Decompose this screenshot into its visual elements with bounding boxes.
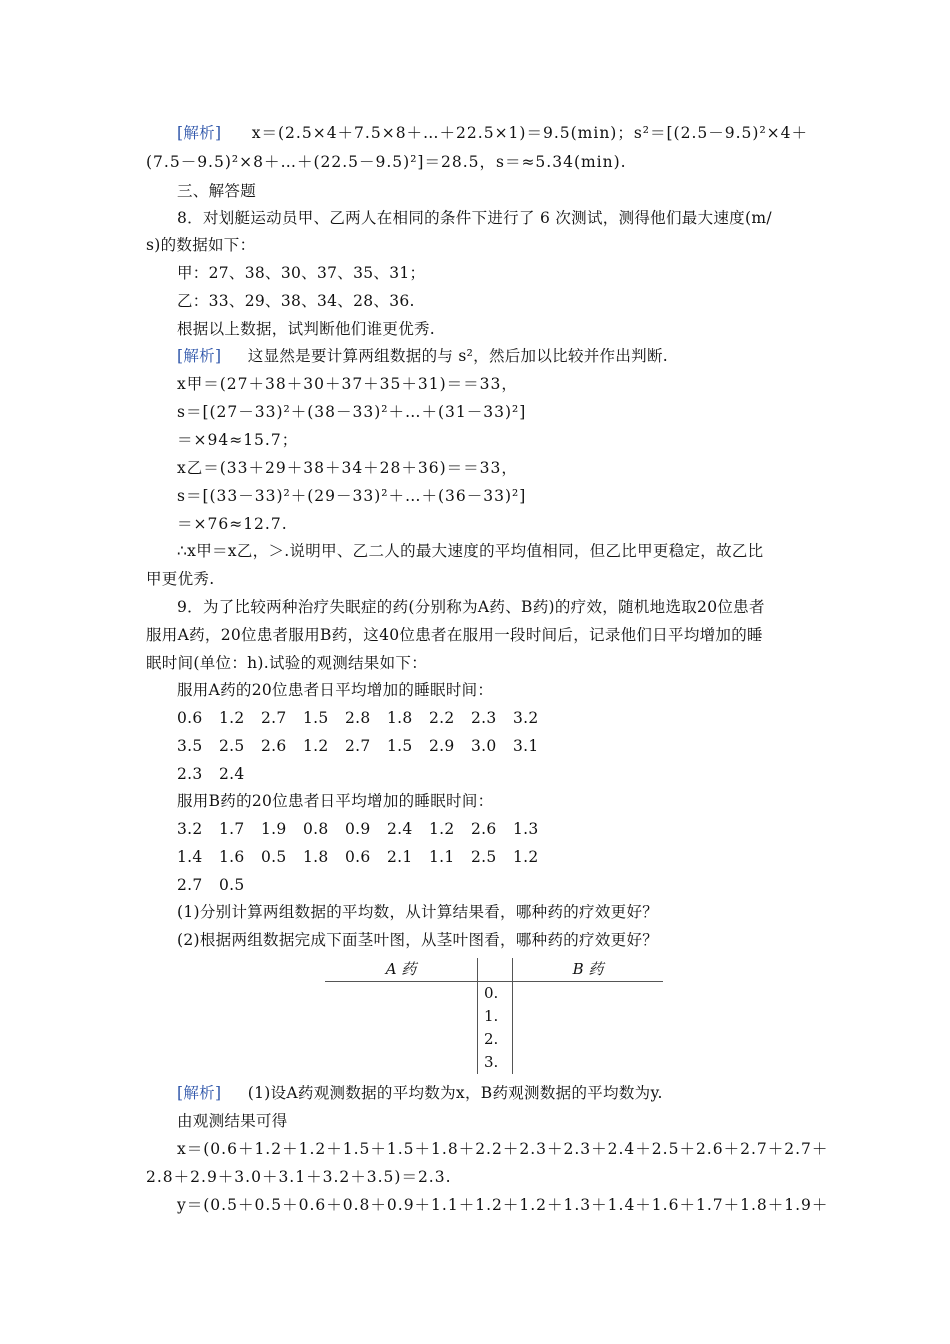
data-value: 2.9 [429,737,455,755]
leaf-b-cell [513,982,664,1006]
text-line: x＝(2.5×4＋7.5×8＋…＋22.5×1)＝9.5(min)；s²＝[(2.5－9.5)²×4＋ [251,124,809,142]
data-value: 1.7 [219,820,245,838]
leaf-b-cell [513,1028,664,1051]
table-header-stem [478,958,513,982]
text-line: 眠时间(单位：h).试验的观测结果如下： [146,654,428,672]
data-value: 1.8 [387,709,413,727]
data-value: 3.0 [471,737,497,755]
text-line: 甲：27、38、30、37、35、31； [177,264,426,282]
analysis-line [177,346,668,366]
data-value: 3.5 [177,737,203,755]
formula-line: s＝[(33－33)²＋(29－33)²＋…＋(36－33)²] [177,487,527,505]
data-value: 2.7 [345,737,371,755]
leaf-a-cell [325,982,478,1006]
problem-8-line: 8．对划艇运动员甲、乙两人在相同的条件下进行了 6 次测试，测得他们最大速度(m/ [177,209,772,227]
data-value: 2.7 [177,876,203,894]
data-value: 3.1 [513,737,539,755]
formula-line: ＝×76≈12.7. [177,515,288,533]
data-value: 2.3 [471,709,497,727]
data-value: 2.2 [429,709,455,727]
analysis-tag: [解析] [177,347,222,365]
data-value: 1.8 [303,848,329,866]
problem-9-line: 9．为了比较两种治疗失眠症的药(分别称为A药、B药)的疗效，随机地选取20位患者 [177,598,765,616]
data-value: 0.6 [177,709,203,727]
leaf-a-cell [325,1051,478,1074]
formula-line: s＝[(27－33)²＋(38－33)²＋…＋(31－33)²] [177,403,527,421]
text-line: (1)设A药观测数据的平均数为x，B药观测数据的平均数为y. [247,1084,663,1102]
formula-line: x甲＝(27＋38＋30＋37＋35＋31)＝＝33， [177,375,518,393]
analysis-line [177,1083,663,1103]
table-header-a: A 药 [325,958,478,982]
data-row-a [177,736,555,756]
stem-cell: 1. [478,1005,513,1028]
stem-leaf-table [325,958,663,1074]
data-value: 2.3 [177,765,203,783]
data-row-b [177,847,555,867]
text-line: ∴x甲＝x乙，＞.说明甲、乙二人的最大速度的平均值相同，但乙比甲更稳定，故乙比 [177,542,764,560]
analysis-tag: [解析] [177,124,222,142]
data-value: 0.5 [219,876,245,894]
data-value: 0.9 [345,820,371,838]
formula-line: y＝(0.5＋0.5＋0.6＋0.8＋0.9＋1.1＋1.2＋1.2＋1.3＋1.4＋1.6＋1.7＋1.8＋1.9＋ [177,1196,829,1214]
analysis-tag: [解析] [177,1084,222,1102]
text-line: 服用A药，20位患者服用B药，这40位患者在服用一段时间后，记录他们日平均增加的睡 [146,626,763,644]
data-row-b [177,819,555,839]
question-2: (2)根据两组数据完成下面茎叶图，从茎叶图看，哪种药的疗效更好？ [177,931,659,949]
question-1: (1)分别计算两组数据的平均数，从计算结果看，哪种药的疗效更好？ [177,903,659,921]
data-value: 1.2 [303,737,329,755]
data-value: 1.2 [513,848,539,866]
table-header-b: B 药 [513,958,664,982]
data-row-b [177,875,261,895]
data-value: 1.9 [261,820,287,838]
data-value: 1.2 [219,709,245,727]
data-row-a [177,764,261,784]
data-value: 3.2 [177,820,203,838]
stem-cell: 3. [478,1051,513,1074]
stem-cell: 0. [478,982,513,1006]
text-line: s)的数据如下： [146,236,256,254]
data-value: 2.8 [345,709,371,727]
leaf-a-cell [325,1005,478,1028]
data-value: 1.5 [387,737,413,755]
data-value: 1.1 [429,848,455,866]
text-line: 服用B药的20位患者日平均增加的睡眠时间： [177,792,494,810]
text-line: 甲更优秀. [146,570,215,588]
data-value: 2.5 [219,737,245,755]
formula-line: x乙＝(33＋29＋38＋34＋28＋36)＝＝33， [177,459,518,477]
data-value: 1.5 [303,709,329,727]
formula-line: x＝(0.6＋1.2＋1.2＋1.5＋1.5＋1.8＋2.2＋2.3＋2.3＋2.4＋2.5＋2.6＋2.7＋2.7＋ [177,1140,829,1158]
data-value: 2.5 [471,848,497,866]
data-value: 1.6 [219,848,245,866]
data-value: 2.7 [261,709,287,727]
data-value: 2.6 [261,737,287,755]
data-value: 0.5 [261,848,287,866]
data-value: 2.6 [471,820,497,838]
data-row-a [177,708,555,728]
leaf-b-cell [513,1051,664,1074]
data-value: 0.6 [345,848,371,866]
leaf-a-cell [325,1028,478,1051]
formula-line: 2.8＋2.9＋3.0＋3.1＋3.2＋3.5)＝2.3. [146,1168,452,1186]
data-value: 0.8 [303,820,329,838]
data-value: 1.4 [177,848,203,866]
data-value: 1.2 [429,820,455,838]
analysis-line [177,123,808,143]
data-value: 3.2 [513,709,539,727]
data-value: 2.4 [219,765,245,783]
text-line: (7.5－9.5)²×8＋…＋(22.5－9.5)²]＝28.5，s＝≈5.34(min). [146,153,627,171]
data-value: 2.1 [387,848,413,866]
stem-cell: 2. [478,1028,513,1051]
section-heading: 三、解答题 [177,182,257,200]
leaf-b-cell [513,1005,664,1028]
text-line: 乙：33、29、38、34、28、36. [177,292,415,310]
text-line: 由观测结果可得 [177,1112,288,1130]
data-value: 2.4 [387,820,413,838]
text-line: 服用A药的20位患者日平均增加的睡眠时间： [177,681,494,699]
text-line: 根据以上数据，试判断他们谁更优秀. [177,320,436,338]
text-line: 这显然是要计算两组数据的与 s²，然后加以比较并作出判断. [247,347,668,365]
formula-line: ＝×94≈15.7； [177,431,299,449]
data-value: 1.3 [513,820,539,838]
